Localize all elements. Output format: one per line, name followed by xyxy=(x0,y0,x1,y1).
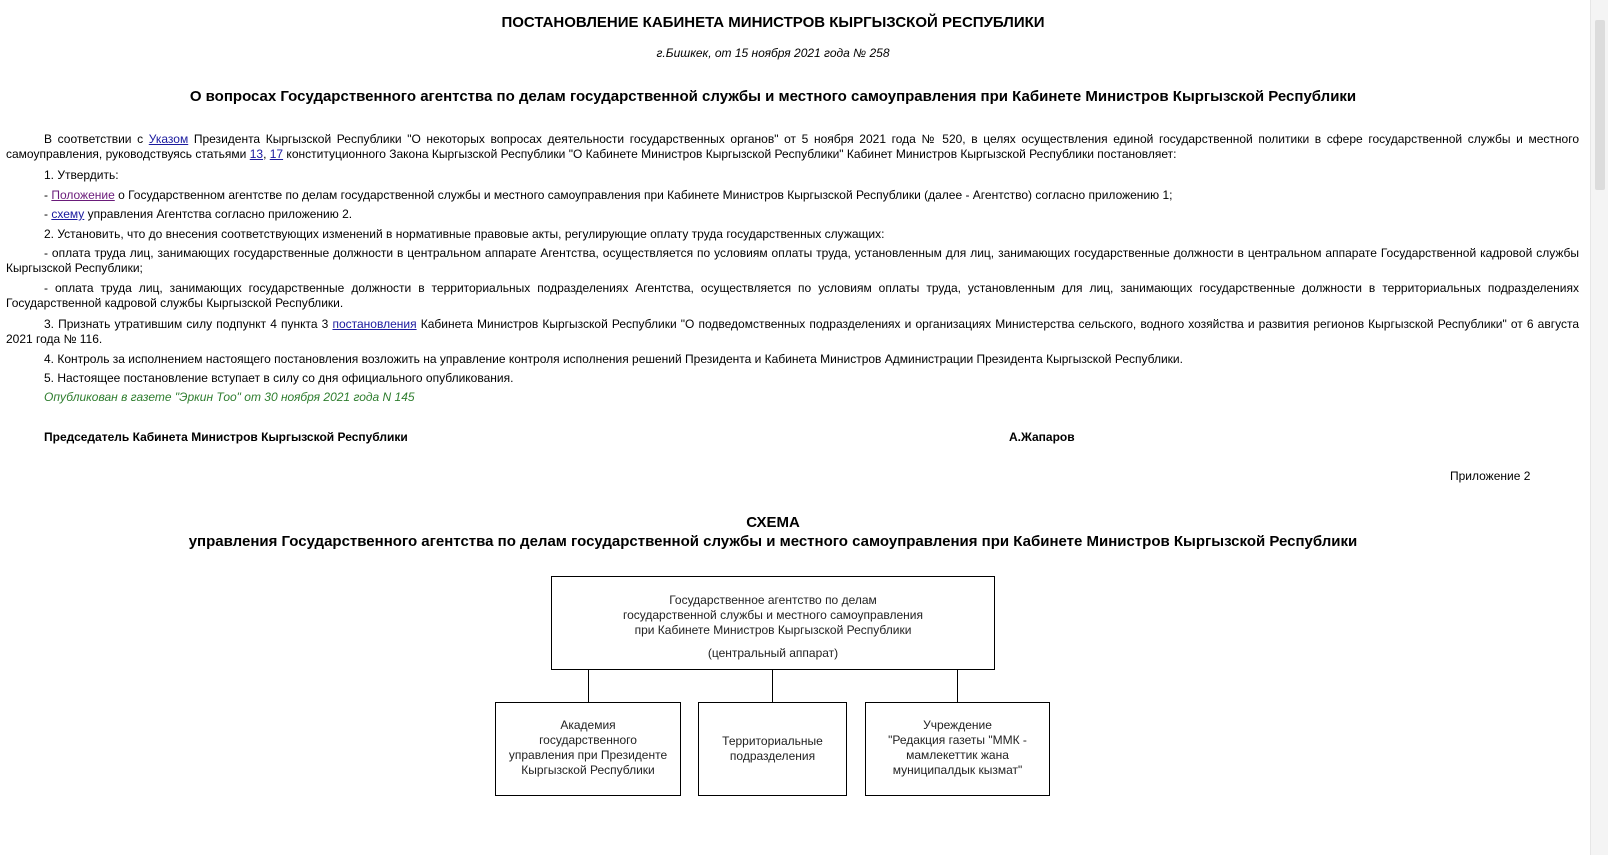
item-4: 4. Контроль за исполнением настоящего постановления возложить на управление контроля исполнения решений Президента и Кабинета Министров Администрации Президента Кыргызской Республики. xyxy=(44,352,1183,366)
connector-right xyxy=(957,670,958,703)
diagram-territorial-box xyxy=(698,702,847,796)
top-box-line: при Кабинете Министров Кыргызской Республики xyxy=(634,623,912,637)
editorial-line: мамлекеттик жана xyxy=(906,748,1009,762)
document-title: ПОСТАНОВЛЕНИЕ КАБИНЕТА МИНИСТРОВ КЫРГЫЗСКОЙ РЕСПУБЛИКИ xyxy=(501,14,1045,31)
academy-line: управления при Президенте xyxy=(508,748,668,762)
scheme-link[interactable]: схему xyxy=(51,207,85,221)
academy-line: Академия xyxy=(560,718,616,732)
scrollbar-thumb[interactable] xyxy=(1595,20,1605,190)
item-3 xyxy=(6,317,1579,347)
territorial-line: подразделения xyxy=(729,749,816,763)
top-box-line: государственной службы и местного самоуправления xyxy=(622,608,924,622)
preamble-text: Президента Кыргызской Республики "О некоторых вопросах деятельности государственных органов" от 5 ноября 2021 года № 520, в целях осуществления единой государственной политики в сфере государственной службы и местного самоуправления, руководствуясь статьями xyxy=(6,132,1580,161)
item-1b xyxy=(44,207,352,222)
top-box-line: (центральный аппарат) xyxy=(707,646,839,660)
diagram-top-box xyxy=(551,576,995,670)
resolution-link[interactable]: постановления xyxy=(332,317,417,331)
diagram-academy-box xyxy=(495,702,681,796)
schema-subtitle: управления Государственного агентства по делам государственной службы и местного самоуправления при Кабинете Министров Кыргызской Республики xyxy=(188,533,1358,550)
appendix-label: Приложение 2 xyxy=(1450,469,1531,483)
diagram-editorial-box xyxy=(865,702,1050,796)
top-box-line: Государственное агентство по делам xyxy=(669,593,877,607)
editorial-line: муниципалдык кызмат" xyxy=(892,763,1023,777)
item-1: 1. Утвердить: xyxy=(44,168,119,182)
signature-position: Председатель Кабинета Министров Кыргызской Республики xyxy=(44,430,408,444)
connector-middle xyxy=(772,670,773,703)
item-5: 5. Настоящее постановление вступает в силу со дня официального опубликования. xyxy=(44,371,514,385)
academy-line: Кыргызской Республики xyxy=(521,763,655,777)
item-2: 2. Установить, что до внесения соответствующих изменений в нормативные правовые акты, регулирующие оплату труда государственных служащих: xyxy=(44,227,885,241)
item-text: о Государственном агентстве по делам государственной службы и местного самоуправления при Кабинете Министров Кыргызской Республики (далее - Агентство) согласно приложению 1; xyxy=(114,188,1173,202)
article-17-link[interactable]: 17 xyxy=(269,147,284,161)
preamble-text: В соответствии с xyxy=(44,132,149,146)
item-2b: - оплата труда лиц, занимающих государственные должности в территориальных подразделениях Агентства, осуществляется по условиям оплаты труда, установленным для лиц, занимающих государственные должности в территориальных подразделениях Государственной кадровой службы Кыргызской Республики. xyxy=(6,281,1579,310)
territorial-line: Территориальные xyxy=(722,734,823,748)
schema-title: СХЕМА xyxy=(746,514,800,531)
signature-name: А.Жапаров xyxy=(1009,430,1075,444)
vertical-scrollbar[interactable] xyxy=(1590,0,1608,855)
item-1a xyxy=(44,188,1172,203)
item-text: Кабинета Министров Кыргызской Республики "О подведомственных подразделениях и организациях Министерства сельского, водного хозяйства и развития регионов Кыргызской Республики" от 6 августа 2021 года № 116. xyxy=(6,317,1580,346)
item-prefix: - xyxy=(44,207,52,221)
connector-left xyxy=(588,670,589,703)
editorial-line: Учреждение xyxy=(923,718,992,732)
item-text: 3. Признать утратившим силу подпункт 4 пункта 3 xyxy=(44,317,333,331)
item-prefix: - xyxy=(44,188,52,202)
preamble-paragraph xyxy=(6,132,1579,162)
academy-line: государственного xyxy=(539,733,637,747)
item-text: управления Агентства согласно приложению 2. xyxy=(84,207,353,221)
preamble-text: конституционного Закона Кыргызской Республики "О Кабинете Министров Кыргызской Республики" Кабинет Министров Кыргызской Республики постановляет: xyxy=(283,147,1177,161)
publication-note: Опубликован в газете "Эркин Тоо" от 30 ноября 2021 года N 145 xyxy=(44,390,415,404)
decree-link[interactable]: Указом xyxy=(148,132,189,146)
item-2a: - оплата труда лиц, занимающих государственные должности в центральном аппарате Агентства, осуществляется по условиям оплаты труда, установленным для лиц, занимающих государственные должности в центральном аппарате Государственной кадровой службы Кыргызской Республики; xyxy=(6,246,1579,275)
document-place-date: г.Бишкек, от 15 ноября 2021 года № 258 xyxy=(656,46,890,60)
editorial-line: "Редакция газеты "ММК - xyxy=(888,733,1027,747)
article-13-link[interactable]: 13 xyxy=(249,147,264,161)
document-subject: О вопросах Государственного агентства по делам государственной службы и местного самоуправления при Кабинете Министров Кыргызской Республики xyxy=(189,88,1357,105)
preamble-separator: , xyxy=(263,147,270,161)
regulation-link[interactable]: Положение xyxy=(51,188,115,202)
